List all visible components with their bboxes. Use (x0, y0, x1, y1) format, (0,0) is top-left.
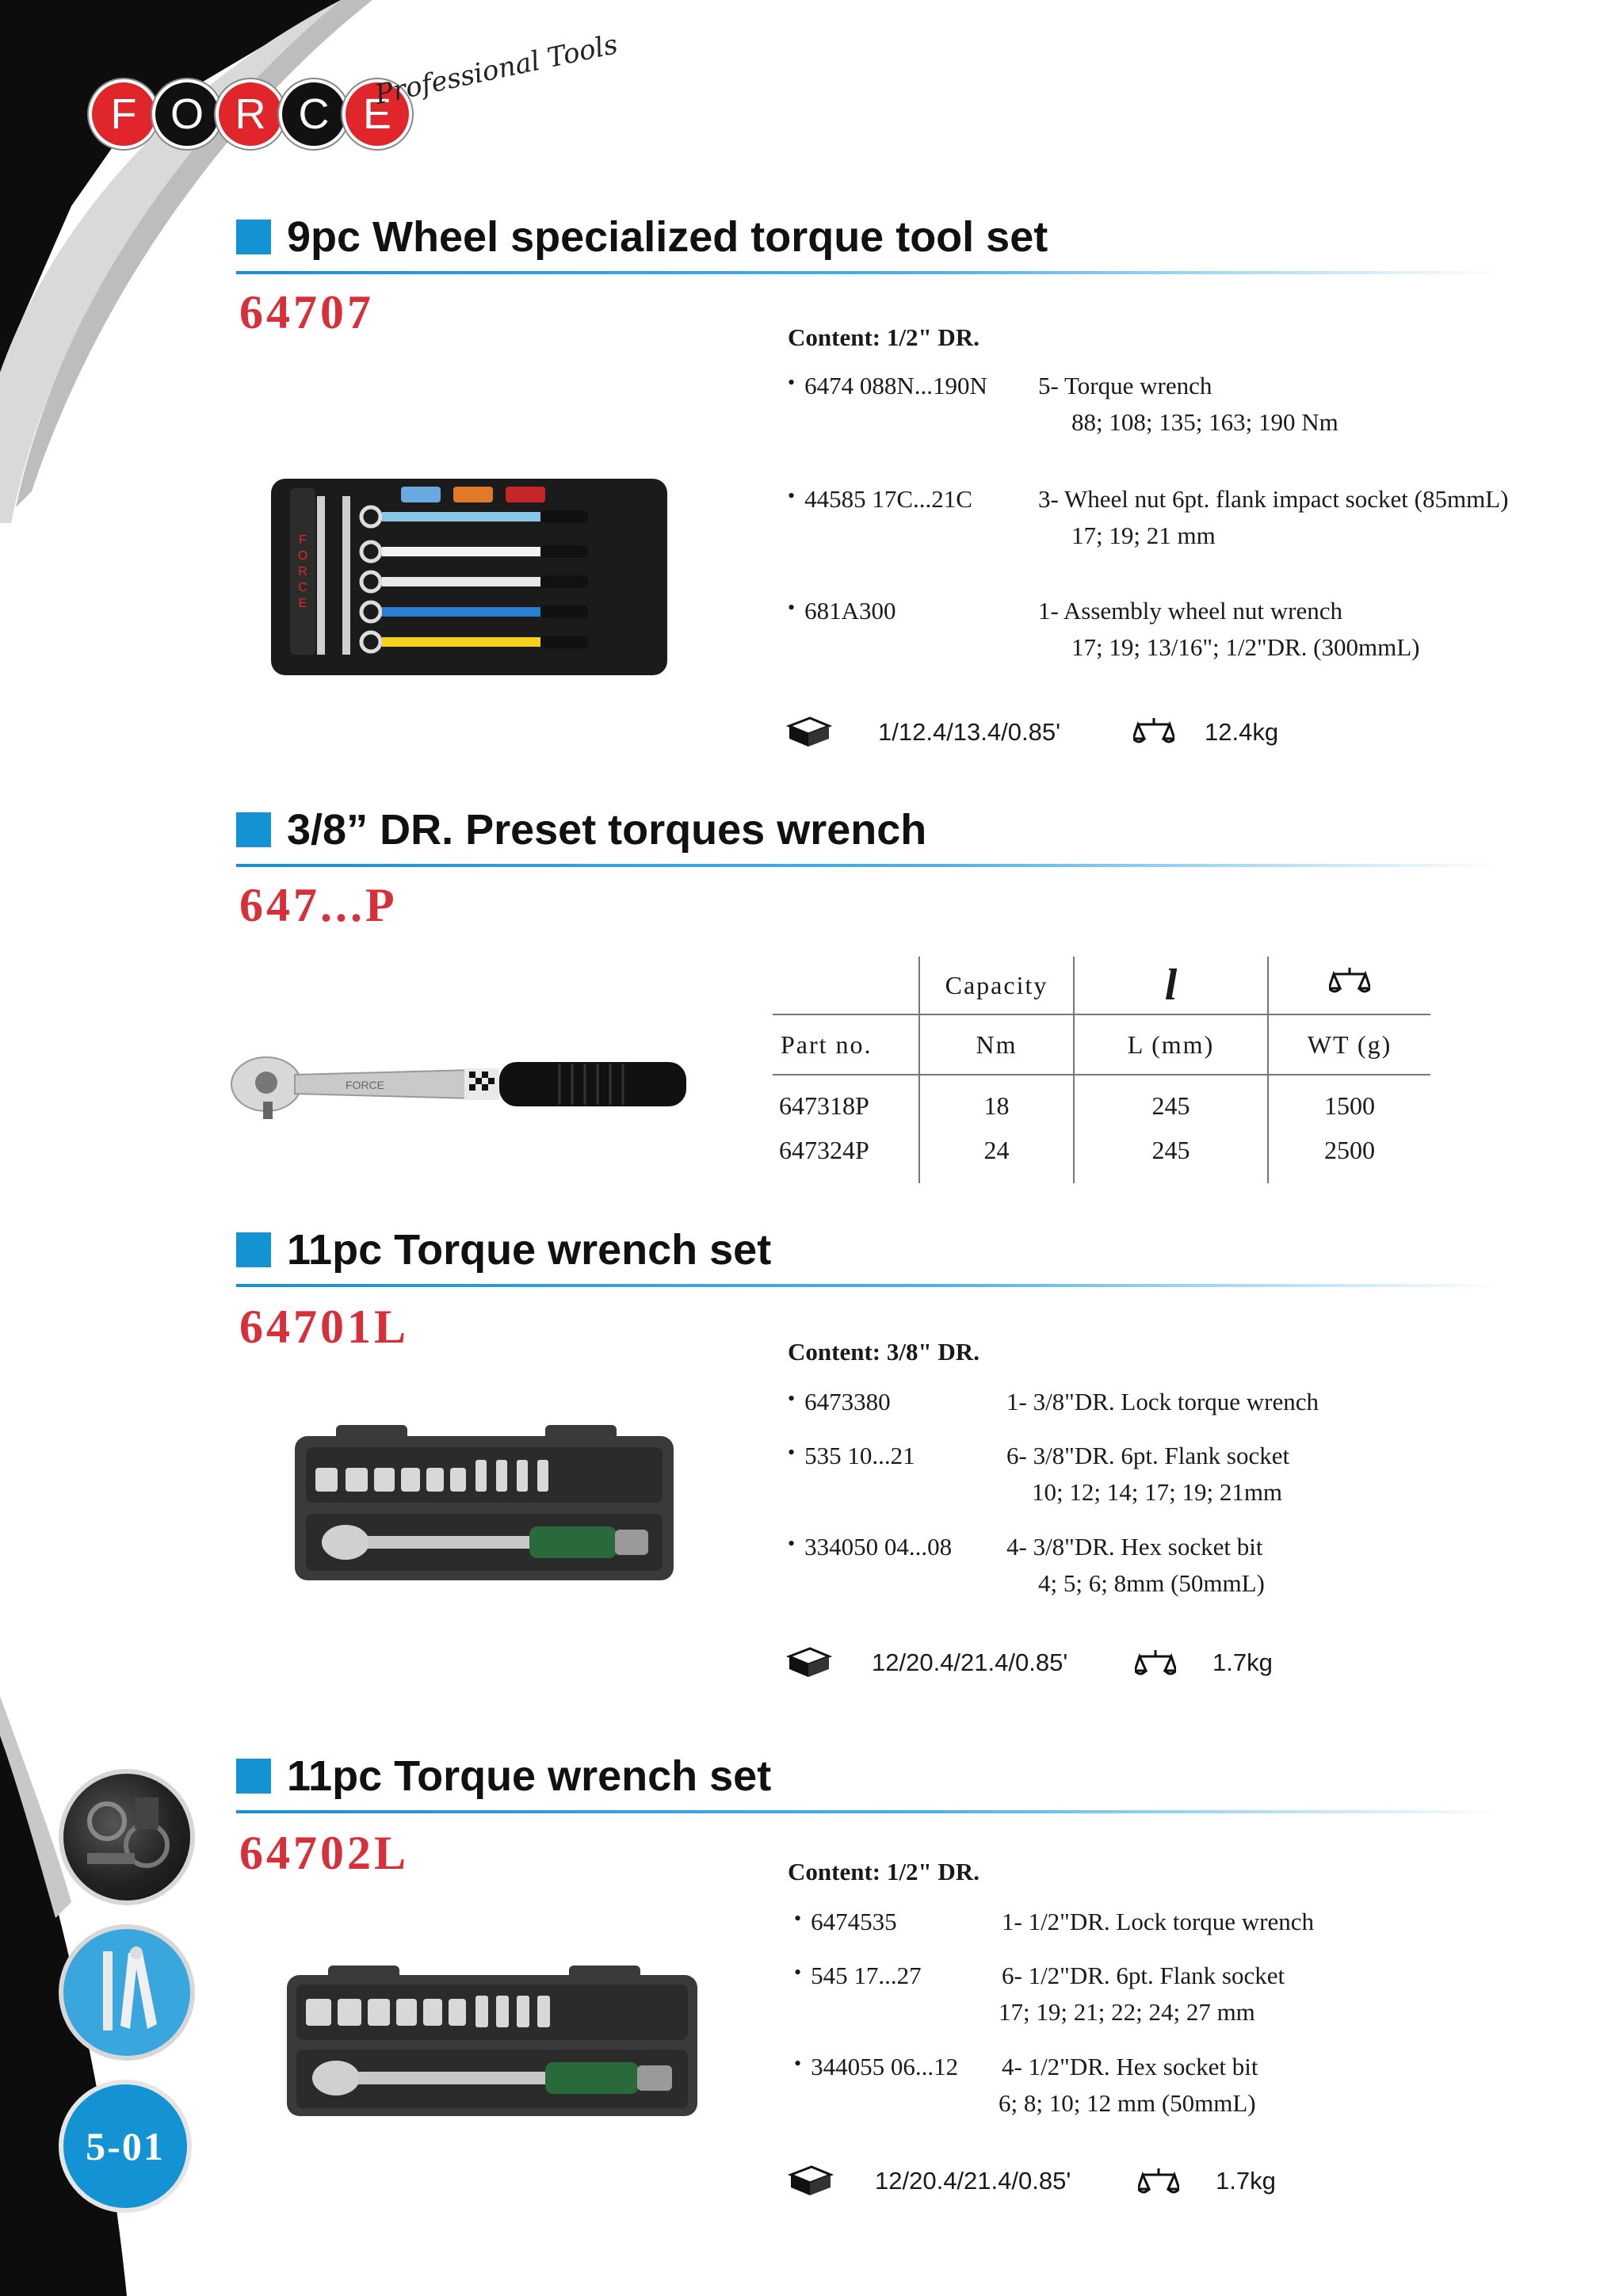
header-wt-g: WT (g) (1268, 1014, 1430, 1075)
section-3-item-2 (788, 1438, 915, 1476)
section-1-item-1-desc: 5- Torque wrench (1038, 372, 1212, 399)
logo-letter-f: F (89, 79, 158, 149)
cell-weight: 1500 (1268, 1075, 1430, 1128)
section-4-packaging: 12/20.4/21.4/0.85' (875, 2167, 1071, 2195)
section-1-item-2 (788, 481, 972, 519)
section-4-square-icon (236, 1759, 271, 1794)
puller-thumbnail (59, 1924, 195, 2061)
section-1-title (236, 212, 1048, 262)
section-4-item-2-desc: 6- 1/2"DR. 6pt. Flank socket (1002, 1962, 1285, 1989)
carton-icon (786, 715, 832, 750)
part-number: 334050 04...08 (804, 1533, 953, 1561)
svg-text:C: C (298, 581, 307, 594)
cell-nm: 24 (919, 1128, 1074, 1183)
logo-letter-r: R (216, 79, 285, 149)
svg-text:R: R (298, 565, 307, 579)
section-3-packaging: 12/20.4/21.4/0.85' (872, 1648, 1068, 1676)
section-2-title (236, 805, 926, 854)
header-length-icon: l (1074, 957, 1268, 1014)
product-image-64702l (284, 1961, 701, 2119)
section-3-item-2-detail: 10; 12; 14; 17; 19; 21mm (1032, 1478, 1283, 1506)
section-1-weight: 12.4kg (1205, 718, 1279, 746)
section-1-content-label: Content: 1/2" DR. (788, 323, 980, 351)
carton-icon (788, 2164, 834, 2199)
svg-text:O: O (297, 549, 308, 563)
bullet-icon: • (788, 1532, 796, 1555)
cell-part: 647324P (779, 1135, 869, 1164)
table-row (773, 1075, 1430, 1128)
section-3-item-2-desc: 6- 3/8"DR. 6pt. Flank socket (1006, 1442, 1290, 1469)
header-weight-icon (1268, 957, 1430, 1014)
cell-part: 647318P (779, 1091, 869, 1120)
bullet-icon: • (788, 484, 796, 507)
header-top-empty (773, 957, 919, 1014)
section-3-code: 64701L (239, 1301, 410, 1353)
section-4-item-2-detail: 17; 19; 21; 22; 24; 27 mm (999, 1998, 1255, 2026)
table-row (773, 1128, 1430, 1183)
section-1-item-2-detail: 17; 19; 21 mm (1071, 521, 1216, 549)
section-3-item-1-desc: 1- 3/8"DR. Lock torque wrench (1006, 1388, 1319, 1415)
cell-nm: 18 (919, 1075, 1074, 1128)
bullet-icon: • (794, 2052, 802, 2075)
logo-letter-c: C (279, 79, 349, 149)
section-1-item-3-detail: 17; 19; 13/16"; 1/2"DR. (300mmL) (1071, 633, 1420, 661)
section-3-item-3-desc: 4- 3/8"DR. Hex socket bit (1006, 1533, 1263, 1561)
section-4-item-1 (794, 1904, 897, 1942)
brand-logo (89, 79, 406, 149)
scale-icon (1138, 2165, 1179, 2200)
section-3-content-label: Content: 3/8" DR. (788, 1338, 980, 1366)
section-4-item-3 (794, 2049, 958, 2087)
header-nm: Nm (919, 1014, 1074, 1075)
bullet-icon: • (794, 1907, 802, 1930)
section-2-rule (236, 864, 1504, 867)
left-border-decoration (0, 0, 412, 2296)
logo-letter-o: O (152, 79, 222, 149)
product-image-64701l (292, 1420, 677, 1584)
part-number: 681A300 (804, 597, 896, 625)
bullet-icon: • (788, 371, 796, 394)
table-header (773, 1014, 1430, 1075)
part-number: 545 17...27 (811, 1962, 922, 1989)
brand-tagline: Professional Tools (372, 29, 621, 112)
section-3-item-1 (788, 1384, 891, 1422)
scale-icon (1135, 1647, 1176, 1682)
header-l-mm: L (mm) (1074, 1014, 1268, 1075)
carton-icon (786, 1645, 832, 1680)
part-number: 6474535 (811, 1908, 897, 1935)
cell-weight: 2500 (1268, 1128, 1430, 1183)
svg-text:FORCE: FORCE (346, 1079, 384, 1091)
section-1-item-3-desc: 1- Assembly wheel nut wrench (1038, 597, 1342, 625)
part-number: 535 10...21 (804, 1442, 915, 1469)
section-1-code: 64707 (239, 286, 374, 338)
section-4-rule (236, 1810, 1504, 1813)
product-image-64707 (266, 472, 670, 678)
section-2-title-text: 3/8” DR. Preset torques wrench (287, 806, 927, 854)
cell-length: 245 (1074, 1075, 1268, 1128)
preset-wrench-table (773, 957, 1430, 1183)
section-1-title-text: 9pc Wheel specialized torque tool set (287, 213, 1048, 261)
section-3-item-3-detail: 4; 5; 6; 8mm (50mmL) (1038, 1569, 1265, 1597)
header-capacity: Capacity (919, 957, 1074, 1014)
bullet-icon: • (788, 596, 796, 619)
section-4-weight: 1.7kg (1216, 2167, 1276, 2195)
part-number: 6473380 (804, 1388, 891, 1415)
page-number: 5-01 (86, 2124, 165, 2168)
table-header-top (773, 957, 1430, 1014)
section-3-square-icon (236, 1232, 271, 1267)
section-4-item-1-desc: 1- 1/2"DR. Lock torque wrench (1002, 1908, 1315, 1935)
section-2-code: 647...P (239, 879, 398, 931)
svg-text:F: F (299, 533, 307, 547)
bullet-icon: • (788, 1441, 796, 1464)
section-1-item-2-desc: 3- Wheel nut 6pt. flank impact socket (85mmL) (1038, 485, 1509, 513)
part-number: 44585 17C...21C (804, 485, 972, 513)
section-4-code: 64702L (239, 1827, 410, 1879)
section-4-content-label: Content: 1/2" DR. (788, 1858, 980, 1885)
section-1-item-1-detail: 88; 108; 135; 163; 190 Nm (1071, 408, 1338, 436)
section-3-rule (236, 1284, 1504, 1287)
cell-length: 245 (1074, 1128, 1268, 1183)
section-1-item-3 (788, 593, 896, 631)
section-1-rule (236, 271, 1504, 274)
scale-icon (1329, 965, 1370, 999)
part-number: 344055 06...12 (811, 2053, 959, 2080)
product-image-647p (227, 1043, 694, 1138)
engine-thumbnail (59, 1769, 195, 1905)
header-part-no: Part no. (781, 1030, 873, 1059)
svg-text:E: E (298, 597, 307, 610)
page-number-badge (59, 2080, 192, 2213)
section-4-title (236, 1752, 771, 1801)
section-2-square-icon (236, 812, 271, 847)
section-4-item-3-desc: 4- 1/2"DR. Hex socket bit (1002, 2053, 1258, 2080)
section-3-weight: 1.7kg (1212, 1648, 1273, 1676)
section-4-title-text: 11pc Torque wrench set (287, 1752, 772, 1800)
part-number: 6474 088N...190N (804, 372, 987, 399)
section-4-item-2 (794, 1958, 922, 1996)
section-1-square-icon (236, 220, 271, 254)
logo-letter-e: E (342, 79, 412, 149)
bullet-icon: • (788, 1387, 796, 1410)
bullet-icon: • (794, 1961, 802, 1984)
section-4-item-3-detail: 6; 8; 10; 12 mm (50mmL) (999, 2089, 1256, 2117)
section-3-item-3 (788, 1529, 952, 1567)
section-3-title (236, 1225, 771, 1274)
scale-icon (1133, 715, 1174, 750)
section-1-packaging: 1/12.4/13.4/0.85' (878, 718, 1061, 746)
section-3-title-text: 11pc Torque wrench set (287, 1226, 772, 1274)
